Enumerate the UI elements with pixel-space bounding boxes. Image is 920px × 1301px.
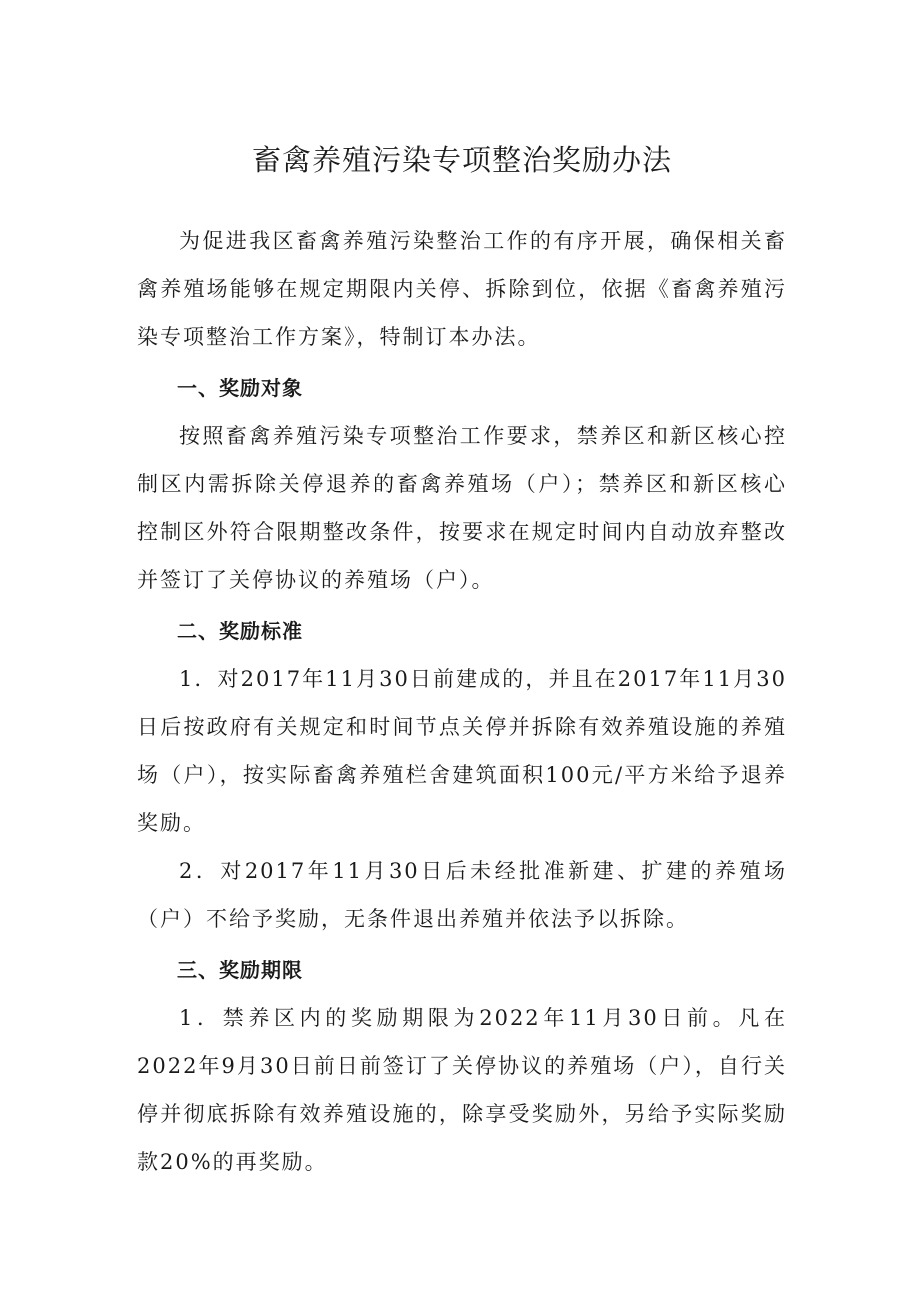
section-heading-reward-recipients: 一、奖励对象 [177, 376, 303, 400]
section-heading-reward-standards: 二、奖励标准 [177, 619, 303, 643]
section-paragraph: 1．禁养区内的奖励期限为2022年11月30日前。凡在2022年9月30日前日前签订了关停协议的养殖场（户），自行关停并彻底拆除有效养殖设施的，除享受奖励外，另给予实际奖励款20%的再奖励。 [137, 1006, 787, 1174]
section-heading-reward-period: 三、奖励期限 [177, 958, 303, 982]
section-paragraph: 2．对2017年11月30日后未经批准新建、扩建的养殖场（户）不给予奖励，无条件退出养殖并依法予以拆除。 [137, 859, 787, 931]
section-paragraph: 1．对2017年11月30日前建成的，并且在2017年11月30日后按政府有关规定和时间节点关停并拆除有效养殖设施的养殖场（户），按实际畜禽养殖栏舍建筑面积100元/平方米给予退养奖励。 [137, 667, 787, 835]
document-title: 畜禽养殖污染专项整治奖励办法 [251, 143, 672, 177]
section-paragraph: 按照畜禽养殖污染专项整治工作要求，禁养区和新区核心控制区内需拆除关停退养的畜禽养殖场（户）；禁养区和新区核心控制区外符合限期整改条件，按要求在规定时间内自动放弃整改并签订了关停协议的养殖场（户）。 [137, 424, 787, 592]
document-body [137, 217, 787, 1186]
intro-paragraph: 为促进我区畜禽养殖污染整治工作的有序开展，确保相关畜禽养殖场能够在规定期限内关停、拆除到位，依据《畜禽养殖污染专项整治工作方案》，特制订本办法。 [137, 229, 787, 349]
